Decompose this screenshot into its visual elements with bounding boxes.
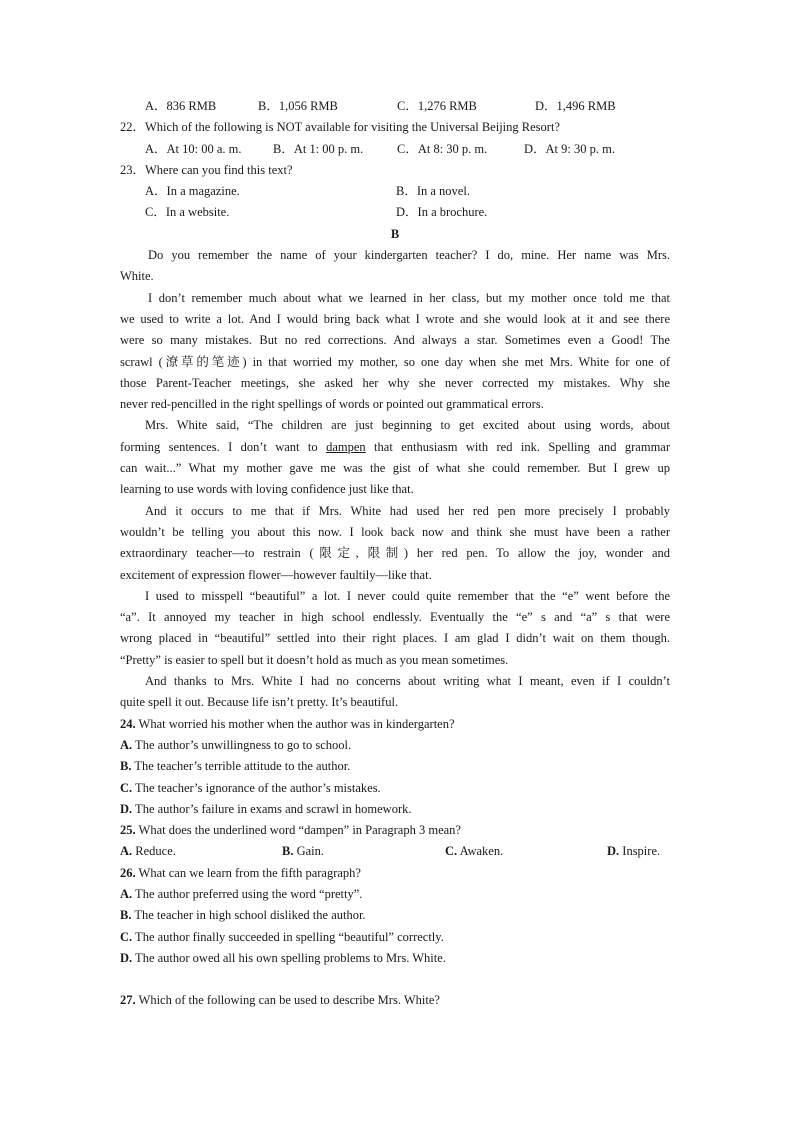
q25-options xyxy=(120,841,670,862)
q21-option-d: D．1,496 RMB xyxy=(535,99,616,113)
q21-options xyxy=(120,96,670,117)
q26-option-b: B. The teacher in high school disliked the author. xyxy=(120,908,366,923)
q25-option-d: D. Inspire. xyxy=(607,844,661,859)
passage-line: wrong placed in “beautiful” settled into their right places. I am glad I didn’t wait on them though. xyxy=(120,631,670,646)
passage-line: White. xyxy=(120,269,154,284)
q26-stem: 26. What can we learn from the fifth paragraph? xyxy=(120,865,361,880)
passage-line: And it occurs to me that if Mrs. White had used her red pen more precisely I probably xyxy=(145,503,670,518)
q23-option-b: B．In a novel. xyxy=(396,184,470,199)
passage-line: “a”. It annoyed my teacher in high school endlessly. Eventually the “e” s and “a” s that were xyxy=(120,610,670,625)
q22-option-d: D．At 9: 30 p. m. xyxy=(524,141,615,156)
q24-option-a: A. The author’s unwillingness to go to school. xyxy=(120,737,352,752)
q23-options-row1 xyxy=(120,181,670,202)
q26-option-d: D. The author owed all his own spelling problems to Mrs. White. xyxy=(120,950,446,965)
q23-option-c: C．In a website. xyxy=(145,205,230,220)
q25-option-c: C. Awaken. xyxy=(445,844,504,859)
passage-line: learning to use words with loving confidence just like that. xyxy=(120,482,414,497)
passage-line: “Pretty” is easier to spell but it doesn’t hold as much as you mean sometimes. xyxy=(120,652,509,667)
passage-line: Mrs. White said, “The children are just beginning to get excited about using words, about xyxy=(145,418,670,433)
q23-stem: 23．Where can you find this text? xyxy=(120,162,293,177)
q22-option-c: C．At 8: 30 p. m. xyxy=(397,141,488,156)
passage-line: forming sentences. I don’t want to dampen that enthusiasm with red ink. Spelling and grammar xyxy=(120,439,671,454)
q23-option-d: D．In a brochure. xyxy=(396,205,488,220)
exam-page xyxy=(120,96,670,1012)
underlined-word-dampen: dampen xyxy=(326,439,366,454)
q25-option-b: B. Gain. xyxy=(282,844,325,859)
q21-option-c: C．1,276 RMB xyxy=(397,99,477,113)
passage-line: I used to misspell “beautiful” a lot. I never could quite remember that the “e” went before the xyxy=(145,588,670,603)
passage-line: quite spell it out. Because life isn’t pretty. It’s beautiful. xyxy=(120,695,399,710)
passage-line: wouldn’t be telling you about this now. I look back now and think she must have been a rather xyxy=(120,524,670,539)
passage-line: never red-pencilled in the right spellings of words or pointed out grammatical errors. xyxy=(120,397,544,412)
q21-option-b: B．1,056 RMB xyxy=(258,99,338,113)
passage-line: Do you remember the name of your kindergarten teacher? I do, mine. Her name was Mrs. xyxy=(148,248,670,263)
q22-option-a: A．At 10: 00 a. m. xyxy=(145,141,242,156)
q24-option-c: C. The teacher’s ignorance of the author’s mistakes. xyxy=(120,780,381,795)
q26-option-a: A. The author preferred using the word “pretty”. xyxy=(120,886,363,901)
q25-option-a: A. Reduce. xyxy=(120,844,176,859)
passage-line: excitement of expression flower—however faultily—like that. xyxy=(120,567,432,582)
q22-stem: 22．Which of the following is NOT available for visiting the Universal Beijing Resort? xyxy=(120,120,560,135)
blank-line xyxy=(120,969,670,990)
q24-option-d: D. The author’s failure in exams and scrawl in homework. xyxy=(120,801,412,816)
passage-line: extraordinary teacher—to restrain (限定, 限制) her red pen. To allow the joy, wonder and xyxy=(120,546,670,561)
passage-line: And thanks to Mrs. White I had no concerns about writing what I meant, even if I couldn’t xyxy=(145,674,670,689)
q24-option-b: B. The teacher’s terrible attitude to the author. xyxy=(120,759,351,774)
q26-option-c: C. The author finally succeeded in spelling “beautiful” correctly. xyxy=(120,929,444,944)
passage-line: those Parent-Teacher meetings, she asked her why she never corrected my mistakes. Why she xyxy=(120,375,670,390)
q22-option-b: B．At 1: 00 p. m. xyxy=(273,141,364,156)
passage-line: were so many mistakes. But no red corrections. And always a star. Sometimes even a Good! The xyxy=(120,333,670,348)
q21-option-a: A．836 RMB xyxy=(145,99,217,113)
q23-option-a: A．In a magazine. xyxy=(145,184,240,199)
section-label: B xyxy=(390,226,400,241)
passage-line: we used to write a lot. And I would bring back what I wrote and she would look at it and see there xyxy=(120,311,670,326)
passage-line: I don’t remember much about what we learned in her class, but my mother once told me that xyxy=(148,290,670,305)
q22-options xyxy=(120,139,670,160)
passage-line: scrawl (潦草的笔迹) in that worried my mother, so one day when she met Mrs. White for one of xyxy=(120,354,670,369)
q23-options-row2 xyxy=(120,202,670,223)
passage-line: can wait...” What my mother gave me was the gist of what she could remember. But I grew up xyxy=(120,461,670,476)
q24-stem: 24. What worried his mother when the author was in kindergarten? xyxy=(120,716,455,731)
q27-stem: 27. Which of the following can be used to describe Mrs. White? xyxy=(120,993,440,1008)
q25-stem: 25. What does the underlined word “dampen” in Paragraph 3 mean? xyxy=(120,823,461,838)
